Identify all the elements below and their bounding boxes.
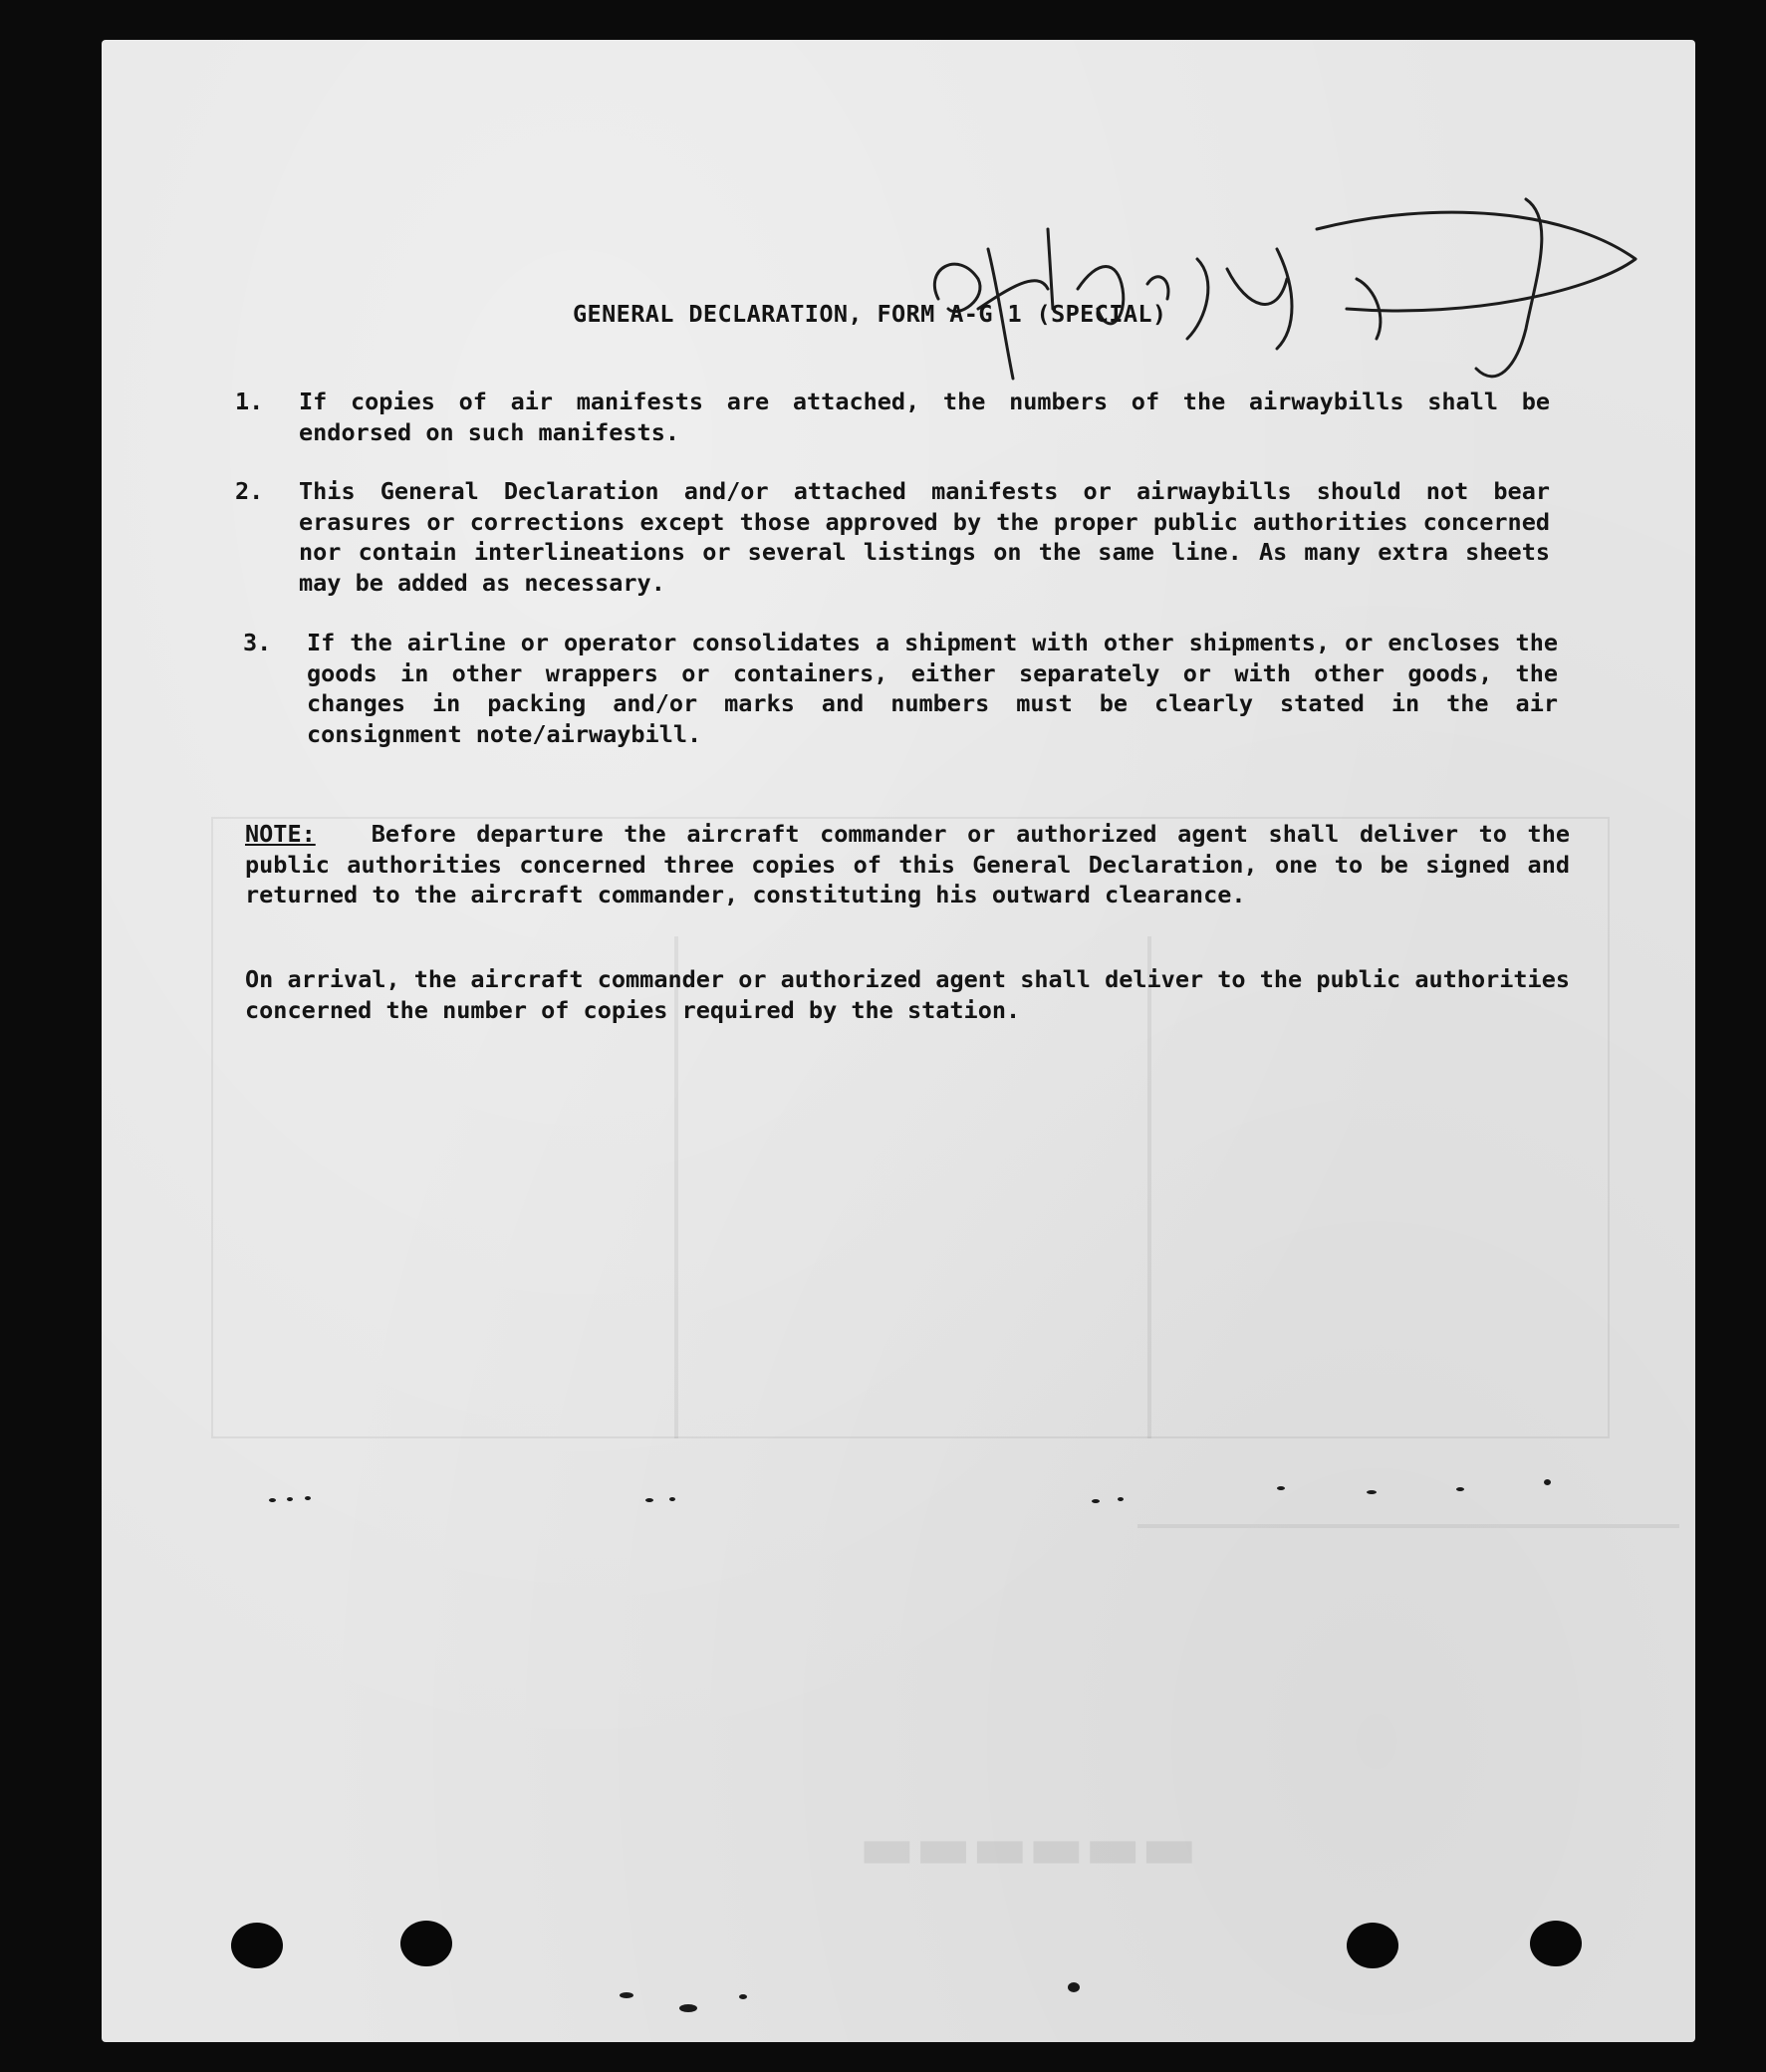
scan-speck	[645, 1498, 653, 1502]
list-item-text: This General Declaration and/or attached manifests or airwaybills should not bear erasures or corrections except those approved by the proper public authorities concerned nor contain interlineations or several listings on the same line. As many extra sheets may be added as necessary.	[299, 477, 1550, 597]
scan-speck	[1277, 1486, 1285, 1490]
document-body	[102, 40, 1695, 2042]
arrival-paragraph: On arrival, the aircraft commander or authorized agent shall deliver to the public authorities concerned the number of copies required by the station.	[245, 965, 1570, 1024]
punch-hole	[400, 1921, 452, 1966]
scan-speck	[305, 1496, 311, 1500]
scan-speck	[1544, 1479, 1551, 1485]
scan-speck	[679, 2004, 697, 2012]
scan-speck	[739, 1994, 747, 1999]
list-item-text: If copies of air manifests are attached, the numbers of the airwaybills shall be endorsed on such manifests.	[299, 388, 1550, 446]
list-item-number: 1.	[235, 388, 264, 415]
scan-speck	[1456, 1487, 1464, 1491]
note-paragraph	[245, 819, 1570, 910]
list-item	[235, 476, 1550, 598]
list-item-number: 2.	[235, 477, 264, 505]
document-title: GENERAL DECLARATION, FORM A-G 1 (SPECIAL)	[573, 300, 1167, 328]
scan-speck	[620, 1992, 633, 1998]
list-item	[243, 628, 1558, 749]
scan-speck	[1367, 1490, 1377, 1494]
punch-hole	[1347, 1923, 1398, 1968]
list-item-text: If the airline or operator consolidates a shipment with other shipments, or encloses the goods in other wrappers or containers, either separately or with other goods, the changes in packing and/or marks and numbers must be clearly stated in the air consignment note/airwaybill.	[307, 629, 1558, 748]
bleed-through-heading: ▬▬▬▬▬▬	[859, 1813, 1198, 1883]
scan-speck	[287, 1497, 293, 1501]
scan-speck	[1118, 1497, 1124, 1501]
scan-speck	[669, 1497, 675, 1501]
scan-speck	[269, 1498, 276, 1502]
scan-speck	[1068, 1982, 1080, 1992]
list-item	[235, 387, 1550, 447]
note-text: Before departure the aircraft commander or authorized agent shall deliver to the public authorities concerned three copies of this General Declaration, one to be signed and returned to the aircraft commander, constituting his outward clearance.	[245, 820, 1570, 908]
punch-hole	[1530, 1921, 1582, 1966]
list-item-number: 3.	[243, 629, 272, 656]
scan-speck	[1092, 1499, 1100, 1503]
note-label: NOTE:	[245, 820, 316, 848]
document-sheet	[102, 40, 1695, 2042]
punch-hole	[231, 1923, 283, 1968]
